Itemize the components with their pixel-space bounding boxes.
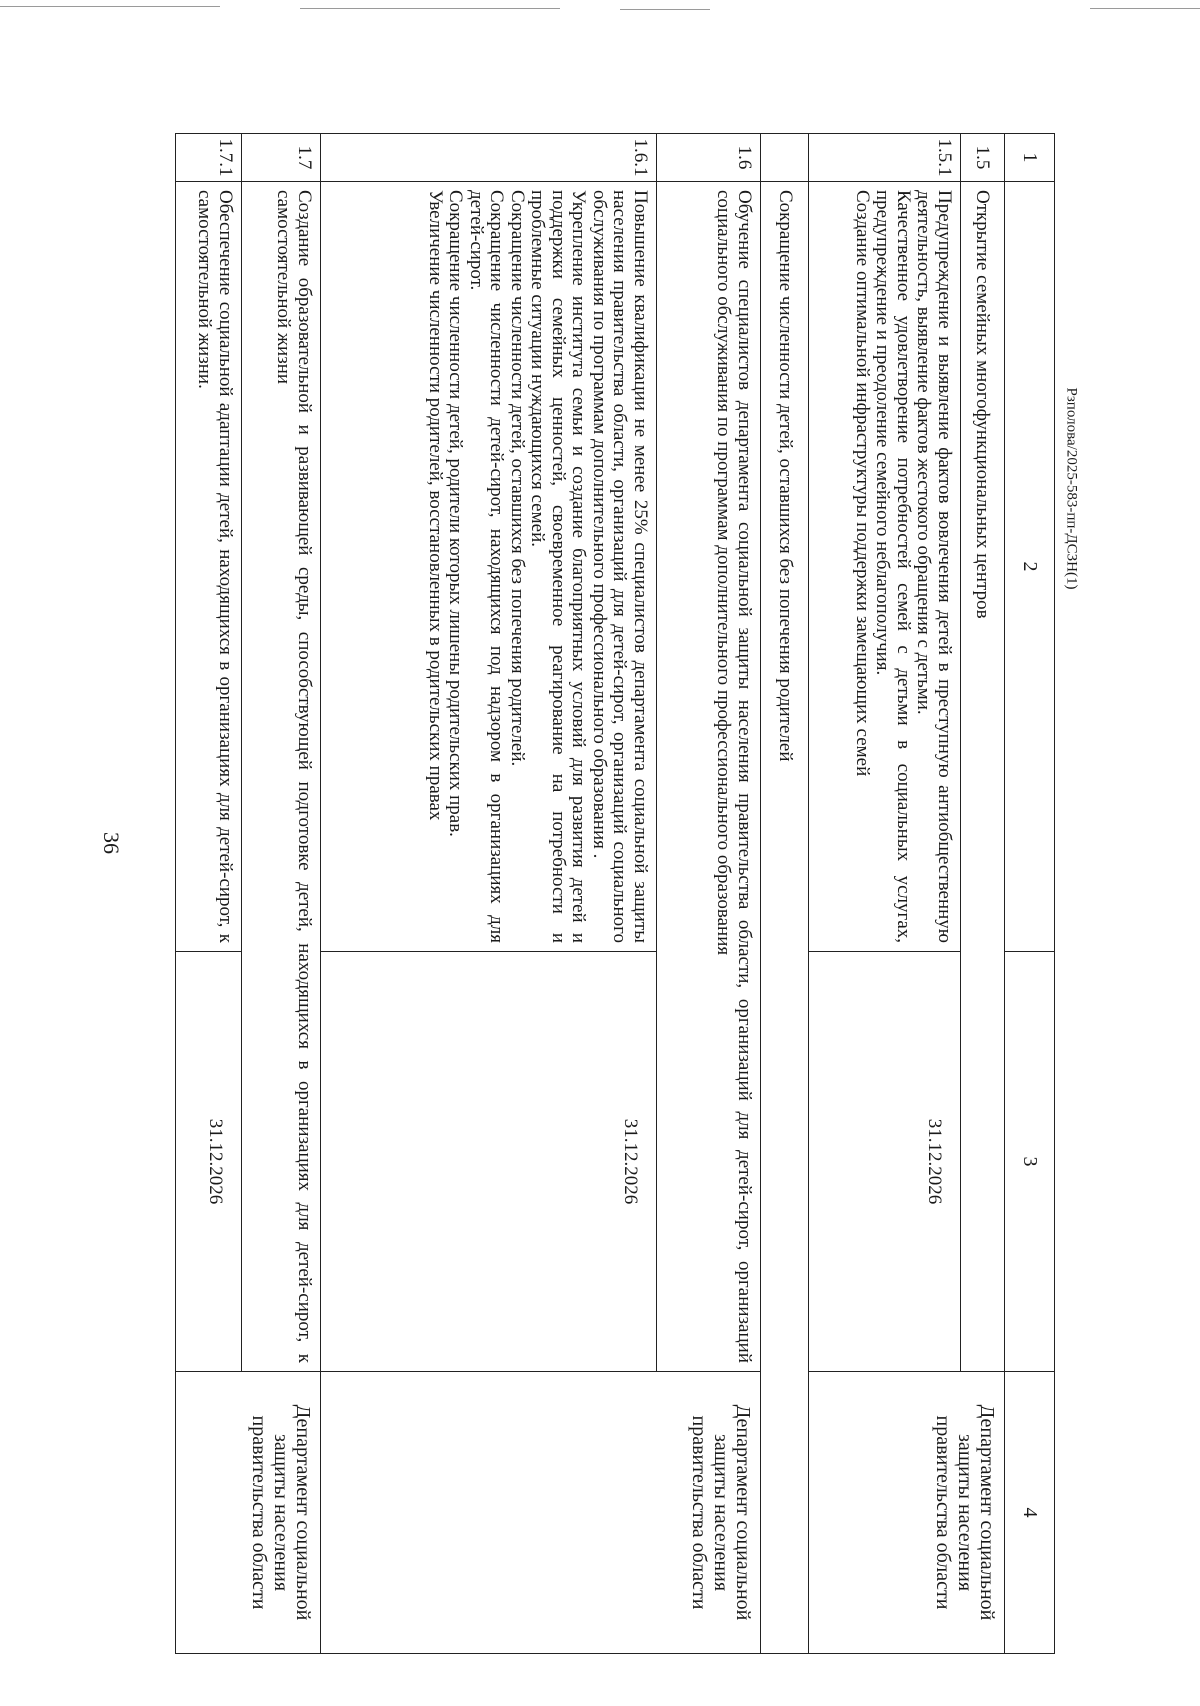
deadline-date: 31.12.2026 bbox=[320, 952, 656, 1372]
row-number: 1.6 bbox=[656, 134, 760, 182]
rotated-table-sheet bbox=[175, 133, 1055, 1653]
row-number: 1.6.1 bbox=[320, 134, 656, 182]
row-number: 1.5.1 bbox=[809, 134, 960, 182]
scan-speck bbox=[300, 8, 560, 9]
table-row bbox=[760, 134, 808, 1654]
text-line: Предупреждение и выявление фактов вовлечения детей в преступную антиобщественную деятельность, выявление фактов жестокого обращения с детьми. bbox=[913, 190, 955, 943]
text-line: Создание оптимальной инфраструктуры поддержки замещающих семей bbox=[851, 190, 873, 777]
text-line: Укрепление института семьи и создание благоприятных условий для развития детей и поддержки семейных ценностей, своевременное реагирование на потребности и проблемные ситуации нуждающихся семей. bbox=[527, 190, 590, 943]
row-number: 1.5 bbox=[960, 134, 1004, 182]
scan-speck bbox=[620, 9, 710, 10]
text-line: Качественное удовлетворение потребностей семей с детьми в социальных услугах, предупреждение и преодоление семейного неблагополучия. bbox=[872, 190, 914, 943]
scan-speck bbox=[1090, 8, 1200, 9]
deadline-date: 31.12.2026 bbox=[176, 952, 242, 1372]
table-row bbox=[656, 134, 760, 1654]
header-row bbox=[1004, 134, 1054, 1654]
measures-table bbox=[175, 133, 1055, 1654]
page-number: 36 bbox=[99, 832, 124, 854]
header-col-1: 1 bbox=[1004, 134, 1054, 182]
row-text: Открытие семейных многофункциональных центров bbox=[960, 182, 1004, 1372]
row-text bbox=[320, 182, 656, 952]
text-line: Сокращение численности детей, оставшихся без попечения родителей. bbox=[506, 190, 528, 767]
text-line: Сокращение численности детей, родители которых лишены родительских прав. bbox=[445, 190, 467, 837]
scan-speck bbox=[0, 6, 220, 7]
deadline-date: 31.12.2026 bbox=[809, 952, 960, 1372]
responsible-org: Департамент социальной защиты населения правительства области bbox=[809, 1372, 1004, 1654]
row-number: 1.7.1 bbox=[176, 134, 242, 182]
text-line: Сокращение численности детей-сирот, находящихся под надзором в организациях для детей-сирот. bbox=[465, 190, 508, 943]
row-text: Создание образовательной и развивающей среды, способствующей подготовке детей, находящихся в организациях для детей-сирот, к самостоятельной жизни bbox=[241, 182, 320, 1372]
row-number: 1.7 bbox=[241, 134, 320, 182]
table-row bbox=[241, 134, 320, 1654]
header-col-2: 2 bbox=[1004, 182, 1054, 952]
row-text bbox=[809, 182, 960, 952]
text-line: Повышение квалификации не менее 25% специалистов департамента социальной защиты населения правительства области, организаций для детей-сирот, организаций социального обслуживания по программам дополнительного профессионального образования . bbox=[588, 190, 651, 943]
text-line: Увеличение численности родителей, восстановленных в родительских правах bbox=[424, 190, 446, 821]
document-code: Рзполова/2025-583-пп-ДСЗН(1) bbox=[1063, 387, 1080, 590]
section-heading: Сокращение численности детей, оставшихся без попечения родителей bbox=[760, 182, 808, 1654]
empty-cell bbox=[760, 134, 808, 182]
row-text: Обеспечение социальной адаптации детей, находящихся в организациях для детей-сирот, к самостоятельной жизни. bbox=[176, 182, 242, 952]
header-col-4: 4 bbox=[1004, 1372, 1054, 1654]
table-row bbox=[960, 134, 1004, 1654]
responsible-org: Департамент социальной защиты населения правительства области bbox=[320, 1372, 760, 1654]
header-col-3: 3 bbox=[1004, 952, 1054, 1372]
responsible-org: Департамент социальной защиты населения правительства области bbox=[176, 1372, 321, 1654]
row-text: Обучение специалистов департамента социальной защиты населения правительства области, организаций для детей-сирот, организаций социального обслуживания по программам дополнительного профессионального образования bbox=[656, 182, 760, 1372]
